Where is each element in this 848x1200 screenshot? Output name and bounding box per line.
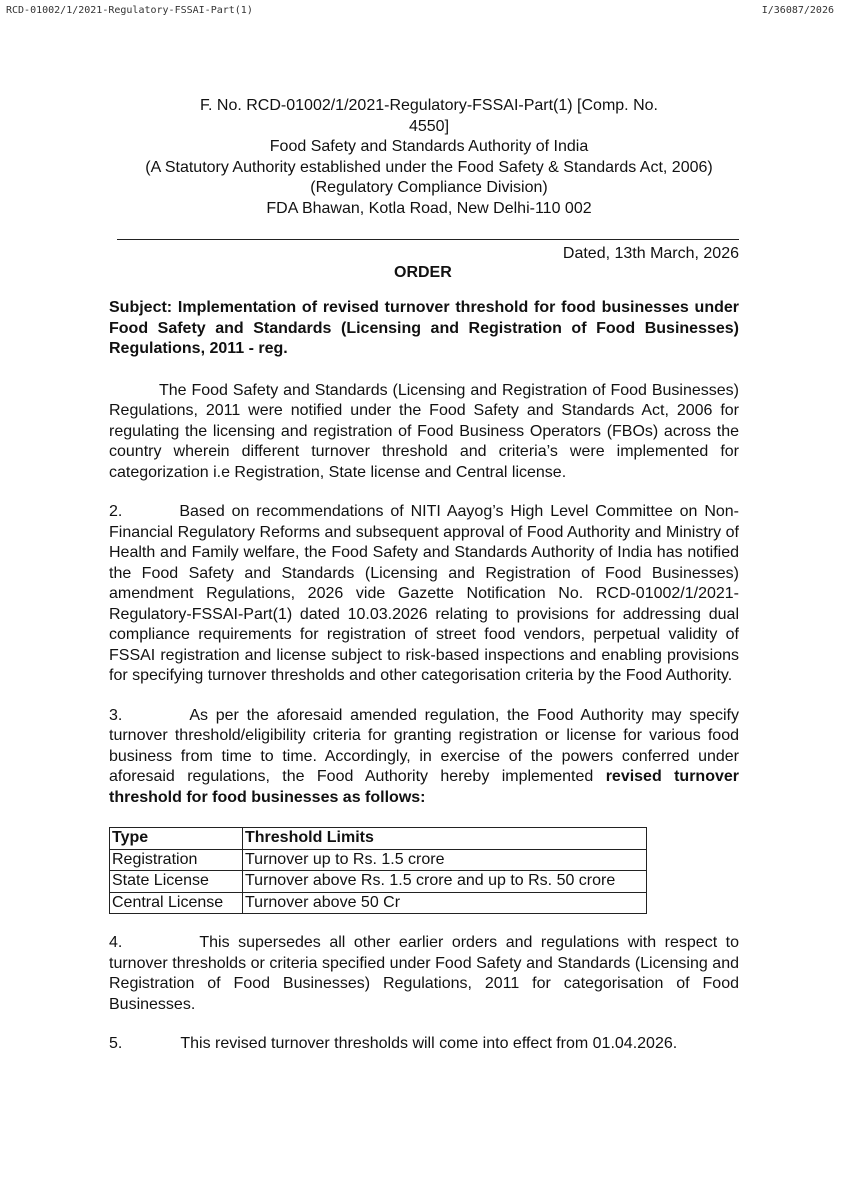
table-row	[110, 892, 647, 914]
paragraph-1: The Food Safety and Standards (Licensing and Registration of Food Businesses) Regulations, 2011 were notified under the Food Safety and Standards Act, 2006 for regulating the licensing and registration of Food Business Operators (FBOs) across the country wherein different turnover threshold and criteria’s were implemented for categorization i.e Registration, State license and Central license.	[109, 381, 739, 481]
order-subject: Subject: Implementation of revised turnover threshold for food businesses under Food Safety and Standards (Licensing and Registration of Food Businesses) Regulations, 2011 - reg.	[109, 299, 739, 357]
authority-description: (A Statutory Authority established under the Food Safety & Standards Act, 2006)	[145, 158, 713, 176]
order-date: Dated, 13th March, 2026	[562, 245, 739, 262]
header-divider	[117, 239, 739, 240]
table-cell-type: Registration	[110, 849, 243, 871]
table-cell-type: State License	[110, 871, 243, 893]
letterhead	[119, 96, 739, 219]
paragraph-5: 5. This revised turnover thresholds will come into effect from 01.04.2026.	[109, 1035, 678, 1052]
office-address: FDA Bhawan, Kotla Road, New Delhi-110 002	[266, 199, 592, 217]
order-document	[109, 96, 739, 1055]
table-header-cell: Type	[110, 828, 243, 850]
paragraph-2: 2. Based on recommendations of NITI Aayog’s High Level Committee on Non-Financial Regulatory Reforms and subsequent approval of Food Authority and Ministry of Health and Family welfare, the Food Safety and Standards Authority of India has notified the Food Safety and Standards (Licensing and Registration of Food Businesses) amendment Regulations, 2026 vide Gazette Notification No. RCD-01002/1/2021-Regulatory-FSSAI-Part(1) dated 10.03.2026 relating to provisions for addressing dual compliance requirements for registration of street food vendors, perpetual validity of FSSAI registration and license subject to risk-based inspections and enabling provisions for specifying turnover thresholds and other categorisation criteria by the Food Authority.	[109, 503, 739, 684]
paragraph-4: 4. This supersedes all other earlier orders and regulations with respect to turnover thresholds or criteria specified under Food Safety and Standards (Licensing and Registration of Food Businesses) Regulations, 2011 for categorisation of Food Businesses.	[109, 934, 739, 1013]
table-cell-type: Central License	[110, 892, 243, 914]
table-header-row	[110, 828, 647, 850]
paragraph-3: 3. As per the aforesaid amended regulation, the Food Authority may specify turnover threshold/eligibility criteria for granting registration or license for various food business from time to time. Accordingly, in exercise of the powers conferred under aforesaid regulations, the Food Authority hereby implemented revised turnover threshold for food businesses as follows:	[109, 706, 740, 806]
division-name: (Regulatory Compliance Division)	[310, 179, 548, 196]
order-title: ORDER	[394, 263, 452, 281]
table-row	[110, 871, 647, 893]
table-cell-threshold: Turnover above 50 Cr	[243, 892, 647, 914]
turnover-threshold-table	[109, 827, 647, 914]
table-cell-threshold: Turnover above Rs. 1.5 crore and up to Rs. 50 crore	[243, 871, 647, 893]
comp-number-line: 4550]	[408, 117, 450, 135]
file-number-line: F. No. RCD-01002/1/2021-Regulatory-FSSAI-Part(1) [Comp. No.	[200, 97, 658, 114]
table-header-cell: Threshold Limits	[243, 828, 647, 850]
table-row	[110, 849, 647, 871]
receipt-number-stamp: I/36087/2026	[761, 5, 834, 16]
authority-name: Food Safety and Standards Authority of India	[269, 138, 589, 155]
table-cell-threshold: Turnover up to Rs. 1.5 crore	[243, 849, 647, 871]
file-reference-stamp: RCD-01002/1/2021-Regulatory-FSSAI-Part(1)	[6, 5, 253, 16]
